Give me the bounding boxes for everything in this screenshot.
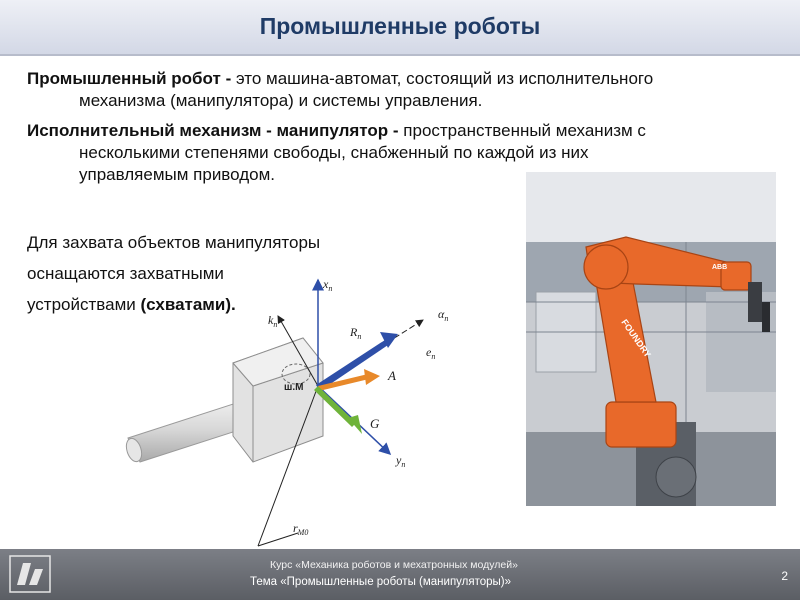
slide-footer [0,549,800,600]
definition-robot-line2: механизма (манипулятора) и системы управления. [79,91,483,110]
label-kn: $k_n$ [268,313,278,329]
label-g: G [370,416,380,431]
gripper-line1: Для захвата объектов манипуляторы [27,233,321,252]
label-rm: $r_{M0}$ [293,521,309,537]
definition-manipulator-line2: несколькими степенями свободы, снабженный по каждой из них [79,143,589,162]
definition-manipulator-line1: пространственный механизм с [398,121,646,140]
label-en: $e_n$ [426,345,436,361]
footer-topic: Тема «Промышленные роботы (манипуляторы)» [250,576,512,588]
definition-robot-line1: это машина-автомат, состоящий из исполнительного [231,69,654,88]
term-robot: Промышленный робот - [27,69,232,88]
gripper-kinematics-diagram [118,268,518,558]
university-logo-icon [9,555,51,593]
label-center: ш.М [284,382,304,393]
definition-manipulator-line3: управляемым приводом. [79,165,276,184]
gripper-line2: оснащаются захватными [27,264,224,283]
label-rn: $R_n$ [350,325,362,341]
robot-arm-text: FOUNDRY [619,317,653,360]
slide-title-bar [0,0,800,56]
label-a: A [388,368,396,383]
label-alpha: $\alpha_n$ [438,307,449,323]
term-manipulator: Исполнительный механизм - манипулятор - [27,121,399,140]
page-number: 2 [781,569,788,583]
definition-robot [27,68,787,112]
gripper-line3-prefix: устройствами [27,295,141,314]
robot-arm-photo [526,172,776,506]
footer-course: Курс «Механика роботов и мехатронных модулей» [270,559,518,571]
robot-logo: ABB [712,264,728,271]
slide-title: Промышленные роботы [259,13,541,39]
gripper-line3-bold: (схватами). [140,295,236,314]
vector-r-blue [316,338,391,391]
label-yn: $y_n$ [396,453,406,469]
label-xn: $x_n$ [323,277,333,293]
